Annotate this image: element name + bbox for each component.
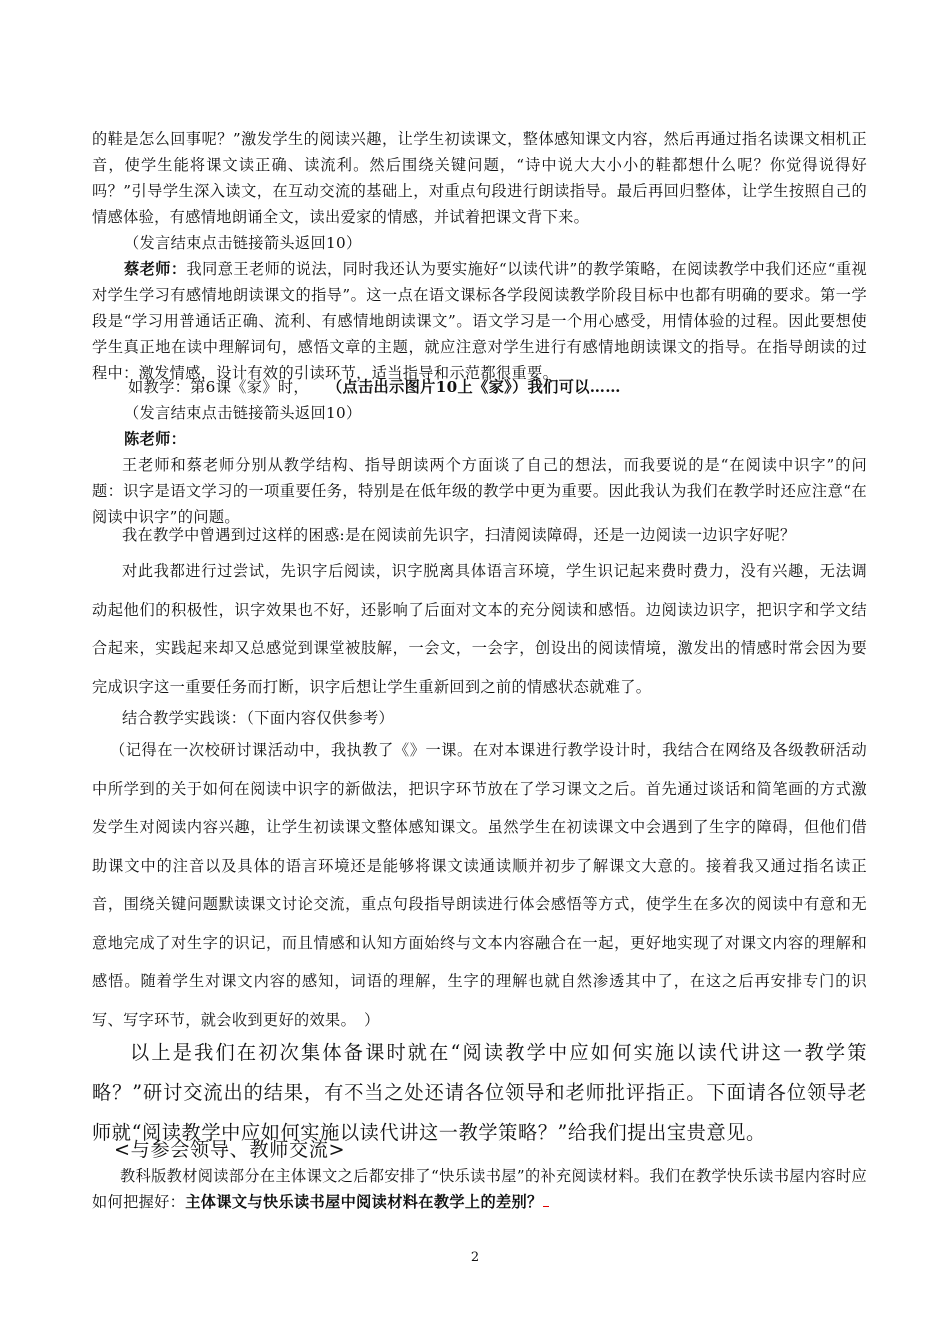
paragraph-lesson-design: 的鞋是怎么回事呢？”激发学生的阅读兴趣，让学生初读课文，整体感知课文内容，然后再通过指名读课文相机正音，使学生能将课文读正确、读流利。然后围绕关键问题，“诗中说大大小小的鞋都想什么呢？你觉得说得好吗？”引导学生深入读文，在互动交流的基础上，对重点句段进行朗读指导。最后再回归整体，让学生按照自己的情感体验，有感情地朗诵全文，读出爱家的情感，并试着把课文背下来。 xyxy=(92,130,867,226)
paragraph-chen: 王老师和蔡老师分别从教学结构、指导朗读两个方面谈了自己的想法，而我要说的是“在阅读中识字”的问题：识字是语文学习的一项重要任务，特别是在低年级的教学中更为重要。因此我认为我们在教学时还应注意“在阅读中识字”的问题。 xyxy=(92,456,867,526)
example-lead: 如教学：第6课《家》时， xyxy=(128,378,309,396)
paragraph-summary: 以上是我们在初次集体备课时就在“阅读教学中应如何实施以读代讲这一教学策略？”研讨交流出的结果，有不当之处还请各位领导和老师批评指正。下面请各位领导老师就“阅读教学中应如何实施以读代讲这一教学策略？”给我们提出宝贵意见。 xyxy=(92,1041,867,1144)
return-note-1: （发言结束点击链接箭头返回10） xyxy=(124,234,362,252)
show-picture-link[interactable]: （点击出示图片10上《家》）我们可以…… xyxy=(326,378,621,396)
revision-mark xyxy=(543,1192,549,1207)
return-note-2: （发言结束点击链接箭头返回10） xyxy=(124,404,362,422)
speaker-chen: 陈老师： xyxy=(124,430,187,448)
page-number: 2 xyxy=(470,1250,480,1265)
example-line xyxy=(92,374,867,400)
paragraph-attempts: 对此我都进行过尝试，先识字后阅读，识字脱离具体语言环境，学生识记起来费时费力，没有兴趣，无法调动起他们的积极性，识字效果也不好，还影响了后面对文本的充分阅读和感悟。边阅读边识字，把识字和学文结合起来，实践起来却又总感觉到课堂被肢解，一会文，一会字，创设出的阅读情境，激发出的情感时常会因为要完成识字这一重要任务而打断，识字后想让学生重新回到之前的情感状态就难了。 xyxy=(92,562,867,696)
key-question: 主体课文与快乐读书屋中阅读材料在教学上的差别？ xyxy=(185,1193,543,1211)
exchange-heading: <与参会领导、教师交流> xyxy=(114,1138,346,1161)
paragraph-puzzle: 我在教学中曾遇到过这样的困惑:是在阅读前先识字，扫清阅读障碍，还是一边阅读一边识字好呢？ xyxy=(122,526,796,544)
paragraph-class-example: （记得在一次校研讨课活动中，我执教了《》一课。在对本课进行教学设计时，我结合在网络及各级教研活动中所学到的关于如何在阅读中识字的新做法，把识字环节放在了学习课文之后。首先通过谈话和简笔画的方式激发学生对阅读内容兴趣，让学生初读课文整体感知课文。虽然学生在初读课文中会遇到了生字的障碍，但他们借助课文中的注音以及具体的语言环境还是能够将课文读通读顺并初步了解课文大意的。接着我又通过指名读正音，围绕关键问题默读课文讨论交流，重点句段指导朗读进行体会感悟等方式，使学生在多次的阅读中有意和无意地完成了对生字的识记，而且情感和认知方面始终与文本内容融合在一起，更好地实现了对课文内容的理解和感悟。随着学生对课文内容的感知，词语的理解，生字的理解也就自然渗透其中了，在这之后再安排专门的识写、写字环节，就会收到更好的效果。 ） xyxy=(92,741,867,1029)
paragraph-reading-house: 教科版教材阅读部分在主体课文之后都安排了“快乐读书屋”的补充阅读材料。我们在教学快乐读书屋内容时应如何把握好：主体课文与快乐读书屋中阅读材料在教学上的差别？ xyxy=(92,1167,867,1211)
cai-speech: 我同意王老师的说法，同时我还认为要实施好“以读代讲”的教学策略，在阅读教学中我们还应“重视对学生学习有感情地朗读课文的指导”。这一点在语文课标各学段阅读教学阶段目标中也都有明确的要求。第一学段是“学习用普通话正确、流利、有感情地朗读课文”。语文学习是一个用心感受，用情体验的过程。因此要想使学生真正地在读中理解词句，感悟文章的主题，就应注意对学生进行有感情地朗读课文的指导。在指导朗读的过程中：激发情感，设计有效的引读环节，适当指导和示范都很重要。 xyxy=(92,260,867,382)
paragraph-cai xyxy=(92,256,867,386)
paragraph-practice-intro: 结合教学实践谈：（下面内容仅供参考） xyxy=(122,709,395,727)
speaker-cai: 蔡老师： xyxy=(124,260,187,278)
